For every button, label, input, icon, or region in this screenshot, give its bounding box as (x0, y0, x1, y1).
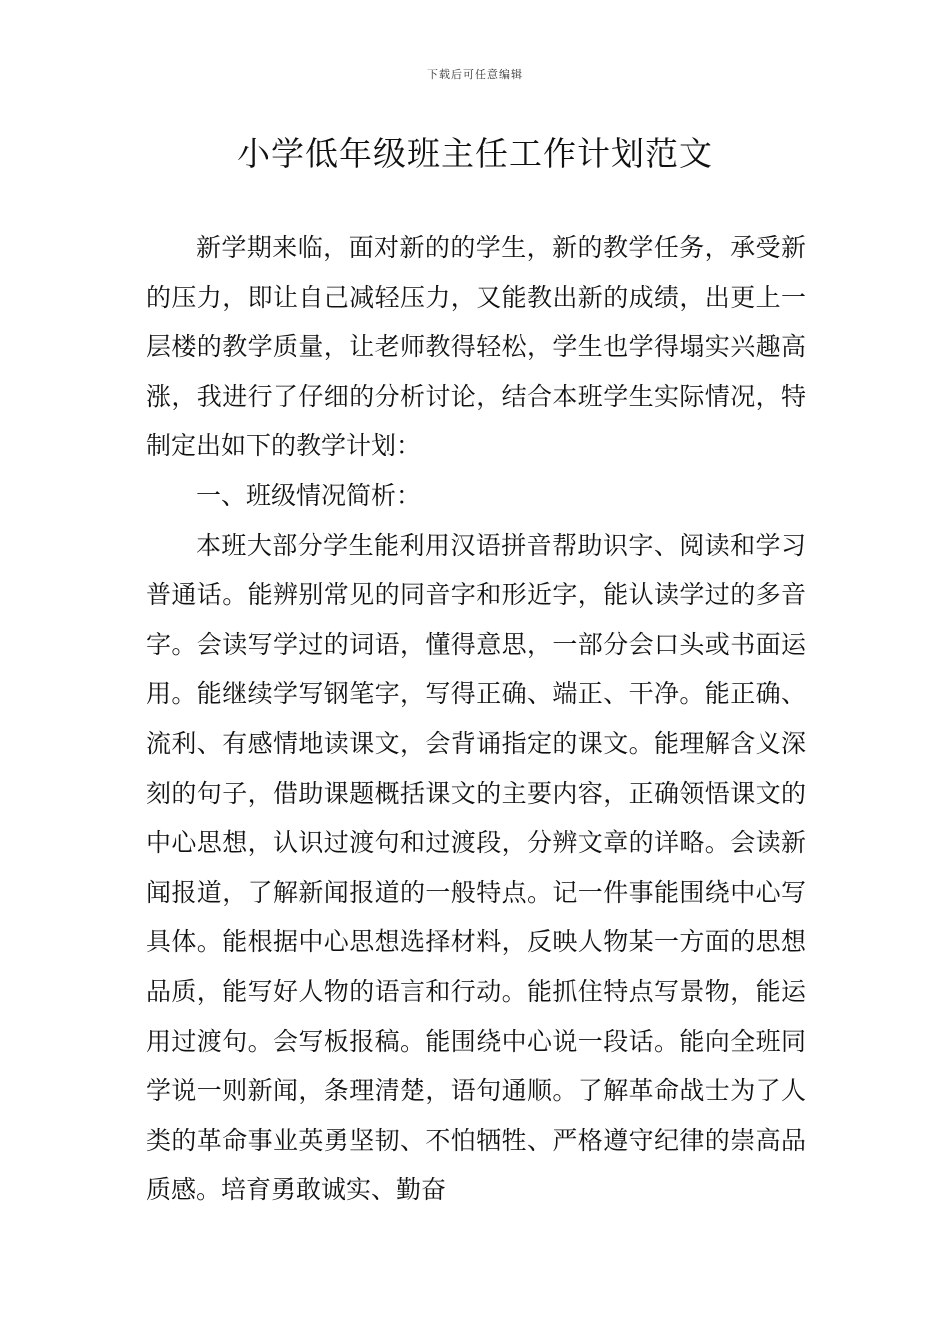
header-note: 下载后可任意编辑 (427, 68, 523, 81)
document-title: 小学低年级班主任工作计划范文 (237, 134, 713, 173)
intro-paragraph: 新学期来临，面对新的的学生，新的教学任务，承受新的压力，即让自己减轻压力，又能教出新的成绩，出更上一层楼的教学质量，让老师教得轻松，学生也学得塌实兴趣高涨，我进行了仔细的分析讨论，结合本班学生实际情况，特制定出如下的教学计划： (146, 233, 806, 461)
class-analysis-paragraph: 本班大部分学生能利用汉语拼音帮助识字、阅读和学习普通话。能辨别常见的同音字和形近字，能认读学过的多音字。会读写学过的词语，懂得意思，一部分会口头或书面运用。能继续学写钢笔字，写得正确、端正、干净。能正确、流利、有感情地读课文，会背诵指定的课文。能理解含义深刻的句子，借助课题概括课文的主要内容，正确领悟课文的中心思想，认识过渡句和过渡段，分辨文章的详略。会读新闻报道，了解新闻报道的一般特点。记一件事能围绕中心写具体。能根据中心思想选择材料，反映人物某一方面的思想品质，能写好人物的语言和行动。能抓住特点写景物，能运用过渡句。会写板报稿。能围绕中心说一段话。能向全班同学说一则新闻，条理清楚，语句通顺。了解革命战士为了人类的革命事业英勇坚韧、不怕牺牲、严格遵守纪律的崇高品质感。培育勇敢诚实、勤奋 (146, 530, 806, 1205)
section-heading: 一、班级情况简析： (196, 480, 422, 510)
document-body (146, 223, 806, 1215)
